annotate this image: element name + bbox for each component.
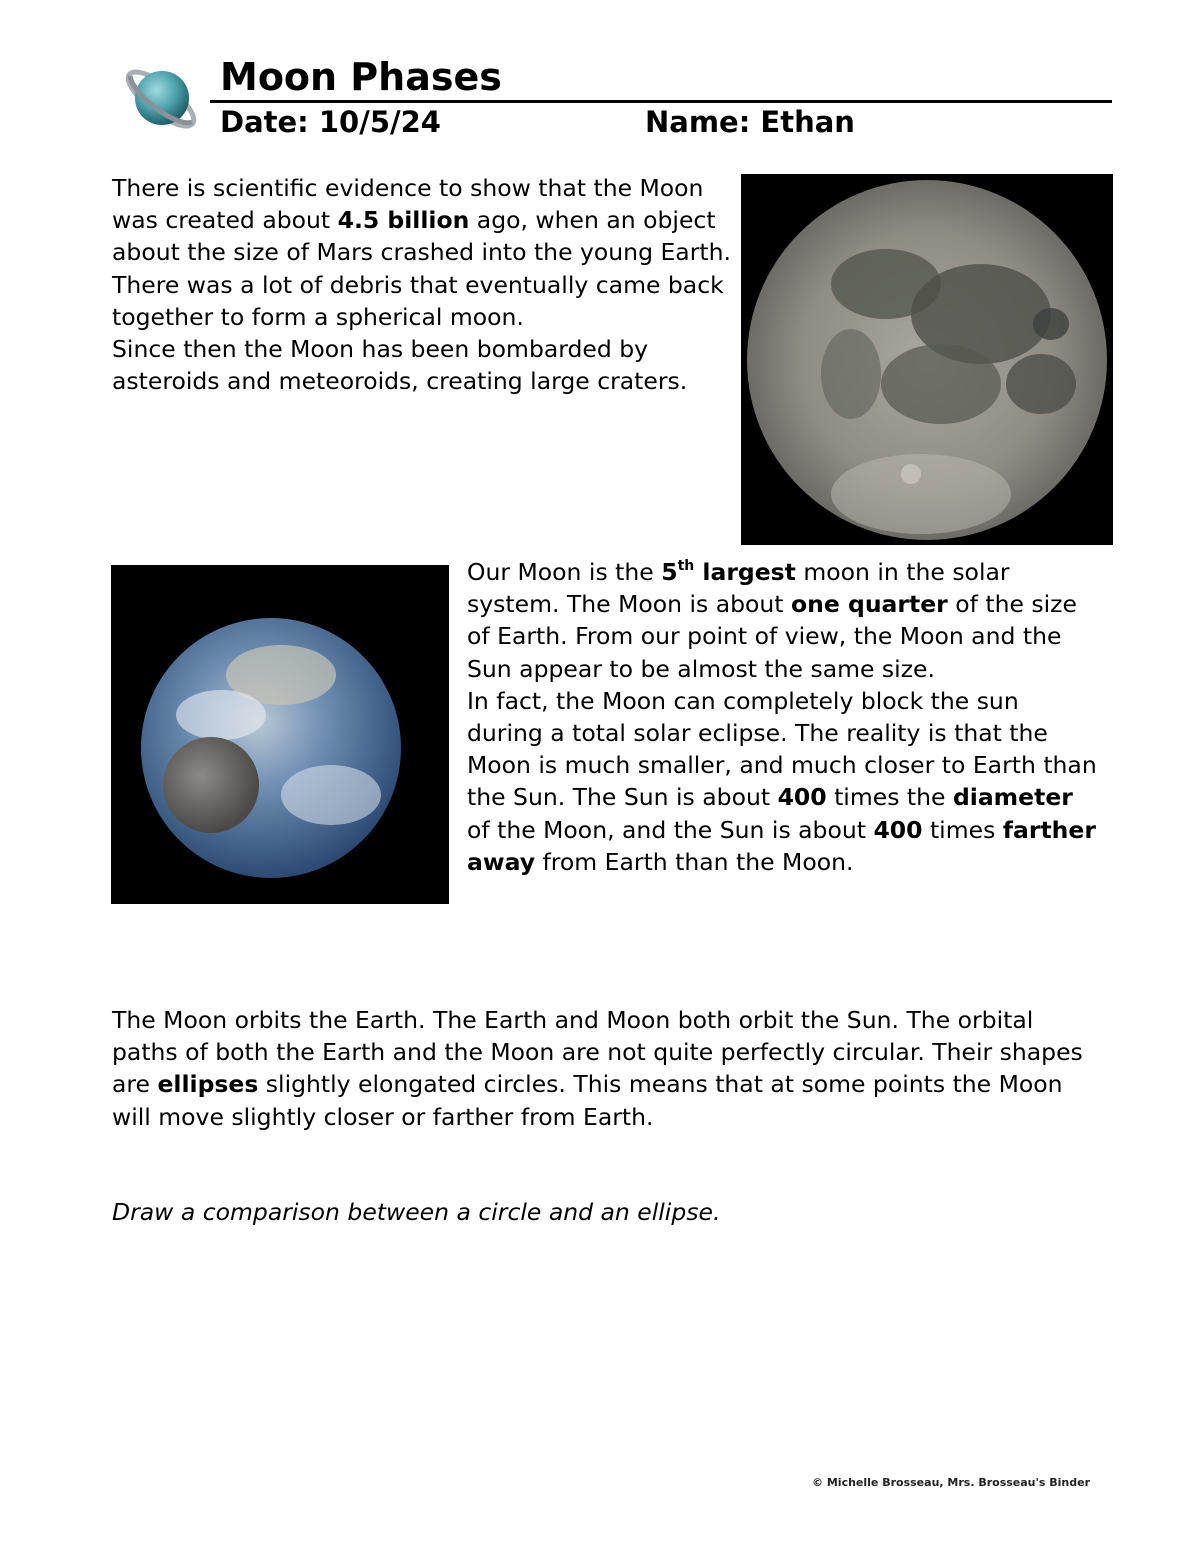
- orbit-paragraph: The Moon orbits the Earth. The Earth and Moon both orbit the Sun. The orbital paths of both the Earth and the Moon are not quite perfectly circular. Their shapes are ellipses slightly elongated circles. This means that at some points the Moon will move slightly closer or farther from Earth.: [112, 1006, 1083, 1131]
- date-field: Date: 10/5/24: [220, 105, 441, 139]
- copyright-footer: © Michelle Brosseau, Mrs. Brosseau's Binder: [812, 1476, 1090, 1489]
- title-underline: [210, 100, 1112, 103]
- drawing-prompt: Draw a comparison between a circle and an ellipse.: [112, 1198, 721, 1226]
- name-field: Name: Ethan: [645, 105, 855, 139]
- full-moon-photo: [741, 174, 1113, 545]
- moon-size-paragraph: Our Moon is the 5th largest moon in the solar system. The Moon is about one quarter of the size of Earth. From our point of view, the Moon and the Sun appear to be almost the same size. In fact, the Moon can completely block the sun during a total solar eclipse. The reality is that the Moon is much smaller, and much closer to Earth than the Sun. The Sun is about 400 times the diameter of the Moon, and the Sun is about 400 times farther away from Earth than the Moon.: [467, 558, 1097, 876]
- page-title: Moon Phases: [220, 55, 502, 99]
- moon-origin-paragraph: There is scientific evidence to show that the Moon was created about 4.5 billion ago, when an object about the size of Mars crashed into the young Earth. There was a lot of debris that eventually came back together to form a spherical moon. Since then the Moon has been bombarded by asteroids and meteoroids, creating large craters.: [112, 174, 731, 396]
- planet-logo-icon: [118, 58, 204, 138]
